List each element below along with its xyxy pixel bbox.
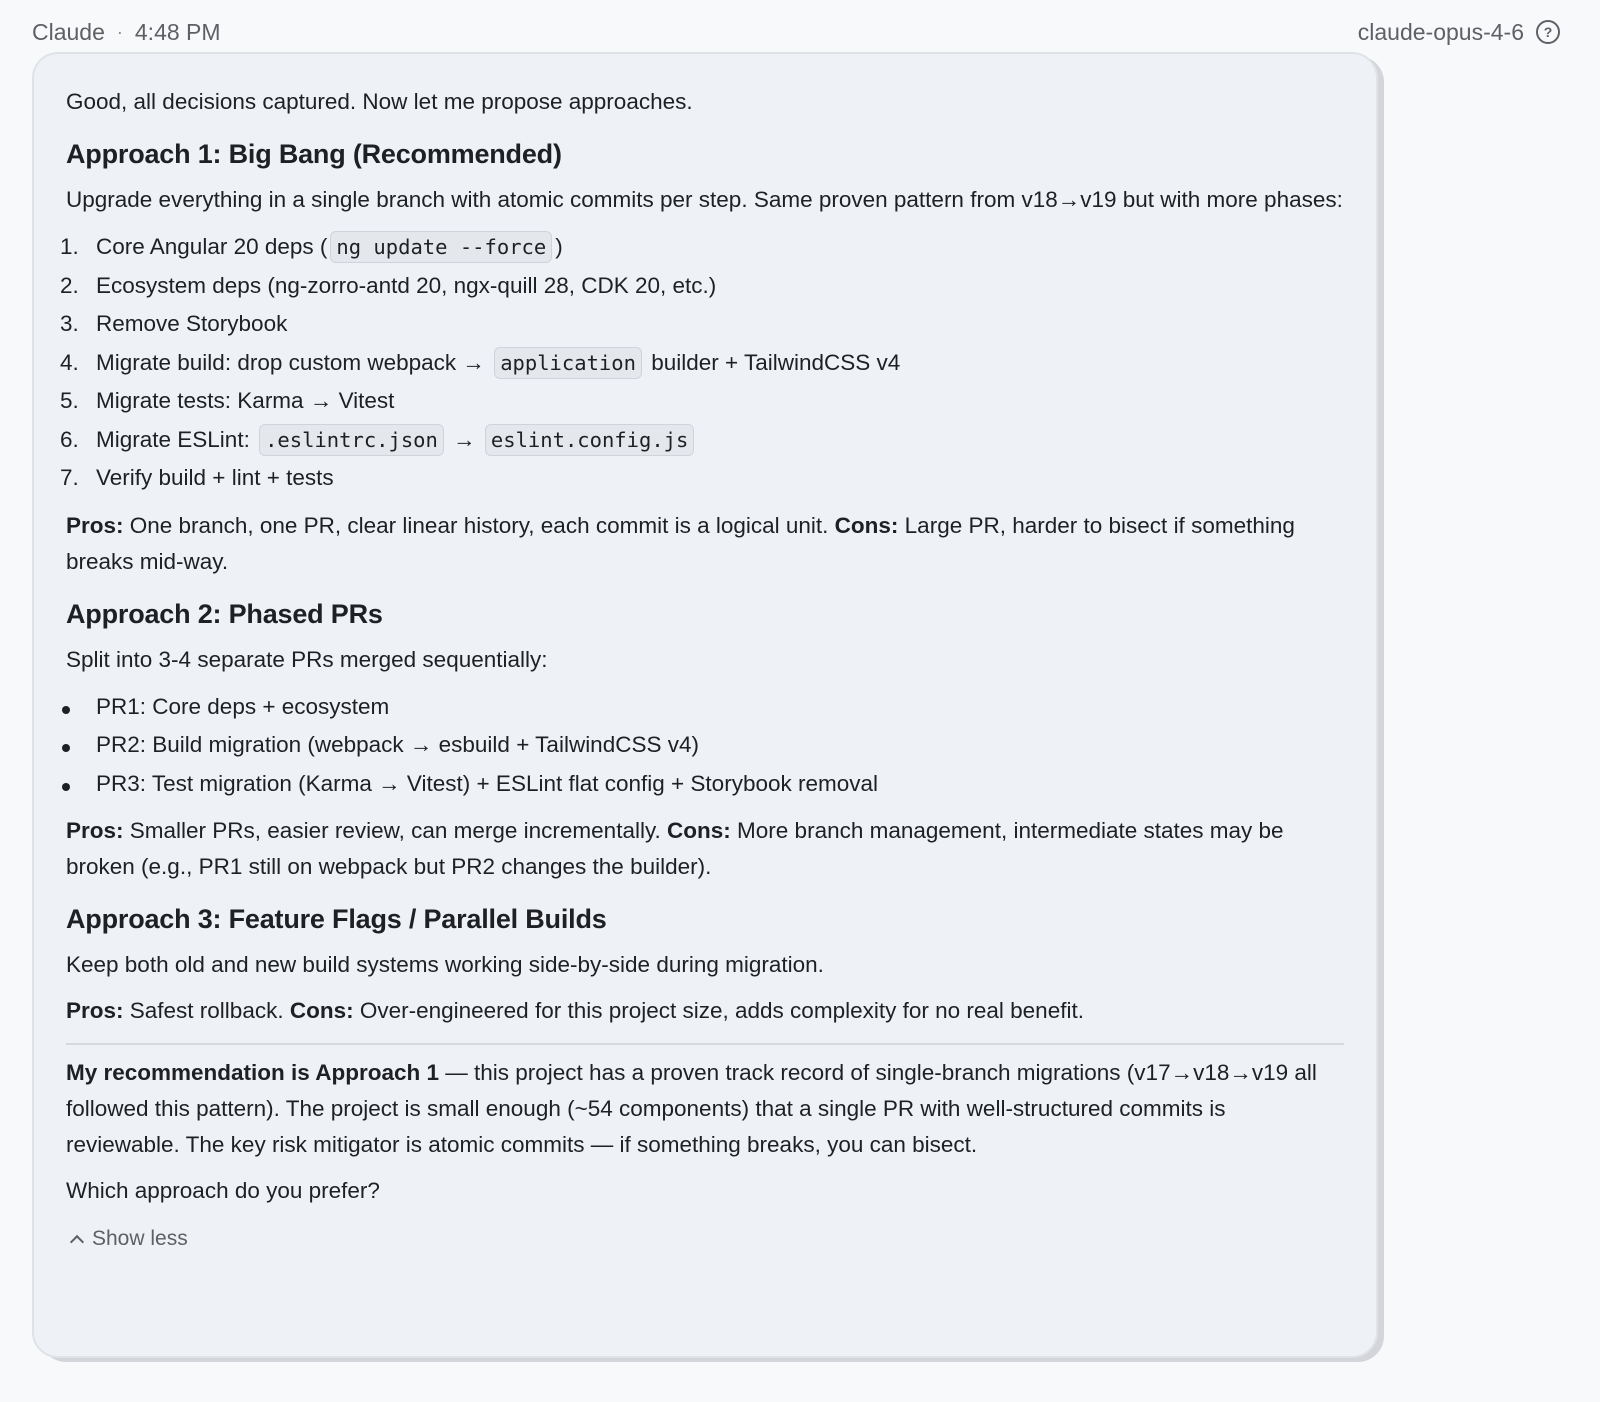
pros-label: Pros: bbox=[66, 998, 124, 1023]
step-text-end: builder + TailwindCSS v4 bbox=[644, 349, 901, 375]
pros-text: Smaller PRs, easier review, can merge incrementally. bbox=[123, 818, 668, 843]
cons-label: Cons: bbox=[667, 818, 731, 843]
sender-info bbox=[32, 19, 221, 46]
list-item bbox=[60, 421, 1344, 460]
list-number: 2. bbox=[60, 272, 79, 298]
list-item bbox=[60, 459, 1344, 498]
bullet-text: PR2: Build migration (webpack → esbuild + TailwindCSS v4) bbox=[96, 732, 699, 758]
list-number: 6. bbox=[60, 426, 79, 452]
list-item bbox=[60, 305, 1344, 344]
pros-label: Pros: bbox=[66, 512, 124, 538]
step-text: Migrate build: drop custom webpack → bbox=[96, 349, 492, 375]
step-text: Ecosystem deps (ng-zorro-antd 20, ngx-quill 28, CDK 20, etc.) bbox=[96, 272, 717, 298]
approach-1-description: Upgrade everything in a single branch with atomic commits per step. Same proven pattern from v18→v19 but with more phases: bbox=[66, 187, 1343, 212]
step-text: Verify build + lint + tests bbox=[96, 465, 334, 491]
show-less-label: Show less bbox=[92, 1227, 188, 1250]
show-less-button[interactable] bbox=[66, 1221, 188, 1257]
step-text: Remove Storybook bbox=[96, 311, 288, 337]
bullet-dot bbox=[62, 783, 70, 791]
list-number: 3. bbox=[60, 311, 79, 337]
cons-label: Cons: bbox=[834, 512, 899, 538]
message-card bbox=[32, 52, 1378, 1358]
step-text: Migrate tests: Karma → Vitest bbox=[96, 388, 395, 414]
approach-1-pros-cons bbox=[66, 508, 1344, 580]
inline-code: eslint.config.js bbox=[485, 424, 694, 456]
separator-dot: · bbox=[116, 21, 123, 42]
approach-3-description: Keep both old and new build systems working side-by-side during migration. bbox=[66, 952, 824, 977]
approach-2-heading: Approach 2: Phased PRs bbox=[66, 598, 383, 629]
recommendation-text bbox=[66, 1055, 1344, 1163]
list-number: 5. bbox=[60, 388, 79, 414]
message-header bbox=[32, 12, 1560, 52]
recommendation-body: — this project has a proven track record of single-branch migrations (v17→v18→v19 all followed this pattern). The project is small enough (~54 components) that a single PR with well-structured commits is reviewable. The key risk mitigator is atomic commits — if something breaks, you can bisect. bbox=[66, 1060, 1317, 1157]
cons-text: Large PR, harder to bisect if something breaks mid-way. bbox=[66, 512, 1295, 574]
model-info bbox=[1358, 19, 1560, 46]
approach-1-steps bbox=[60, 228, 1344, 498]
intro-text: Good, all decisions captured. Now let me propose approaches. bbox=[66, 89, 693, 114]
sender-name: Claude bbox=[32, 18, 105, 45]
approach-1-heading: Approach 1: Big Bang (Recommended) bbox=[66, 139, 562, 169]
pros-text: One branch, one PR, clear linear history, each commit is a logical unit. bbox=[123, 512, 835, 538]
model-name: claude-opus-4-6 bbox=[1357, 18, 1524, 45]
step-text: Core Angular 20 deps ( bbox=[96, 234, 328, 260]
approach-2-description: Split into 3-4 separate PRs merged sequentially: bbox=[66, 646, 548, 672]
approach-3-heading: Approach 3: Feature Flags / Parallel Builds bbox=[66, 904, 607, 934]
list-item bbox=[60, 344, 1344, 383]
inline-code: ng update --force bbox=[330, 231, 552, 263]
cons-label: Cons: bbox=[289, 998, 354, 1023]
list-item bbox=[60, 267, 1344, 306]
inline-code: .eslintrc.json bbox=[259, 424, 444, 456]
list-number: 1. bbox=[60, 234, 79, 260]
chevron-up-icon bbox=[70, 1235, 84, 1249]
pros-text: Safest rollback. bbox=[123, 998, 290, 1023]
closing-question: Which approach do you prefer? bbox=[66, 1178, 380, 1203]
question-circle-icon[interactable]: ? bbox=[1536, 20, 1560, 44]
recommendation-bold: My recommendation is Approach 1 bbox=[66, 1060, 439, 1085]
arrow-text: → bbox=[446, 426, 482, 452]
bullet-text: PR3: Test migration (Karma → Vitest) + ESLint flat config + Storybook removal bbox=[96, 770, 879, 796]
list-item bbox=[66, 765, 1344, 804]
step-text-end: ) bbox=[555, 234, 563, 260]
divider bbox=[66, 1043, 1344, 1045]
list-number: 7. bbox=[60, 465, 79, 491]
list-item bbox=[60, 228, 1344, 267]
approach-2-bullets bbox=[66, 688, 1344, 804]
bullet-dot bbox=[62, 744, 70, 752]
list-item bbox=[66, 726, 1344, 765]
list-item bbox=[60, 382, 1344, 421]
bullet-dot bbox=[62, 706, 70, 714]
approach-3-pros-cons bbox=[66, 993, 1344, 1029]
cons-text: More branch management, intermediate states may be broken (e.g., PR1 still on webpack but PR2 changes the builder). bbox=[66, 818, 1284, 879]
inline-code: application bbox=[494, 347, 642, 379]
pros-label: Pros: bbox=[66, 818, 124, 843]
bullet-text: PR1: Core deps + ecosystem bbox=[96, 693, 390, 719]
cons-text: Over-engineered for this project size, adds complexity for no real benefit. bbox=[353, 998, 1084, 1023]
list-number: 4. bbox=[60, 349, 79, 375]
approach-2-pros-cons bbox=[66, 813, 1344, 885]
message-time: 4:48 PM bbox=[134, 18, 221, 45]
list-item bbox=[66, 688, 1344, 727]
step-text: Migrate ESLint: bbox=[96, 426, 257, 452]
